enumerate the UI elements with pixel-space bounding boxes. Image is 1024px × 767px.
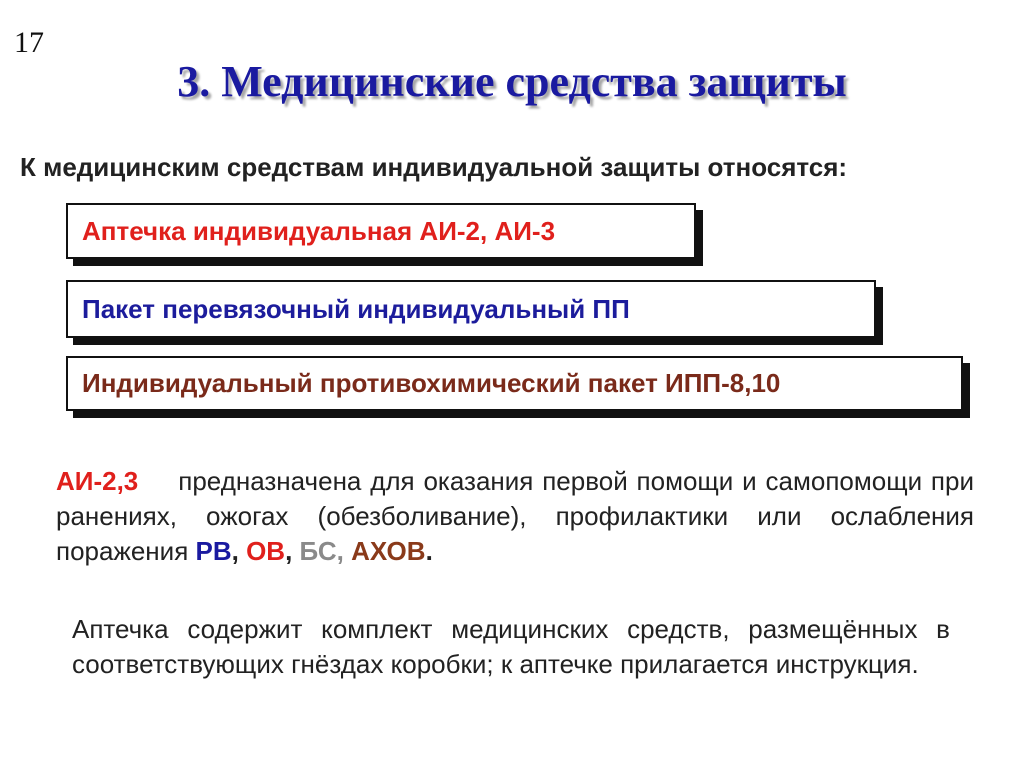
- item-label-ipp: Индивидуальный противохимический пакет ИПП-8,10: [82, 368, 781, 398]
- ai-lead: АИ-2,3: [56, 466, 139, 496]
- term-ahov: АХОВ: [351, 536, 426, 566]
- separator: ,: [285, 536, 300, 566]
- period: .: [425, 536, 433, 566]
- slide-title: 3. Медицинские средства защиты: [177, 57, 847, 106]
- separator: ,: [231, 536, 247, 566]
- term-ov: ОВ: [246, 536, 286, 566]
- slide-number: 17: [14, 26, 44, 59]
- item-box-ai: [66, 203, 696, 259]
- item-box-pp: [66, 280, 876, 338]
- separator: ,: [336, 536, 352, 566]
- item-box-ipp: [66, 356, 963, 411]
- kit-contents-text: Аптечка содержит комплект медицинских средств, размещённых в соответствующих гнёздах коробки; к аптечке прилагается инструкция.: [72, 614, 950, 679]
- ai-description: [56, 464, 974, 569]
- ai-description-text: предназначена для оказания первой помощи и самопомощи при ранениях, ожогах (обезболивание), профилактики или ослабления поражения: [56, 466, 974, 566]
- term-rv: РВ: [195, 536, 232, 566]
- item-label-ai: Аптечка индивидуальная АИ-2, АИ-3: [82, 215, 556, 246]
- intro-text: К медицинским средствам индивидуальной защиты относятся:: [20, 152, 848, 182]
- item-label-pp: Пакет перевязочный индивидуальный ПП: [82, 293, 630, 324]
- term-bs: БС: [299, 536, 337, 566]
